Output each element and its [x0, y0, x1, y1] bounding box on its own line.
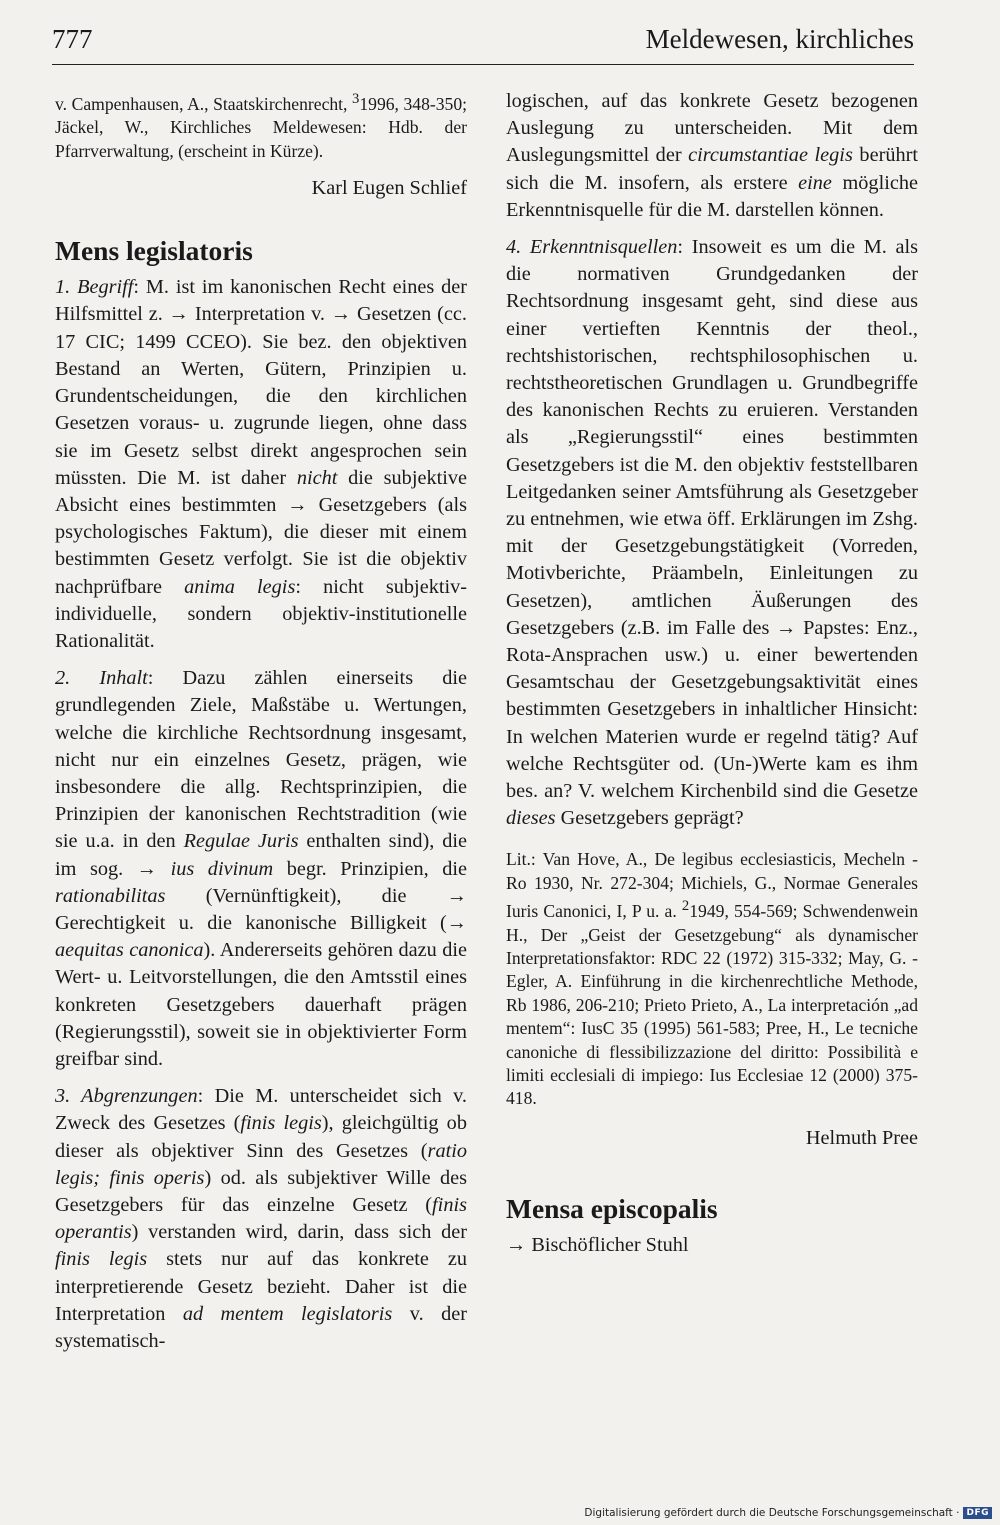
- next-article-crossref[interactable]: → Bischöflicher Stuhl: [506, 1234, 689, 1257]
- article-author: Helmuth Pree: [805, 1126, 918, 1149]
- paragraph-begriff: 1. Begriff: M. ist im kanonischen Recht eines der Hilfsmittel z. → Interpretation v. → Gesetzen (cc. 17 CIC; 1499 CCEO). Sie bez. den objektiven Bestand an Werten, Gütern, Prinzipien u. Grundentscheidungen, die den kirchlichen Gesetzen voraus- u. zugrunde liegen, ohne dass sie im Gesetz selbst direkt angesprochen sein müssten. Die M. ist daher nicht die subjektive Absicht eines bestimmten → Gesetzgebers (als psychologisches Faktum), die dieser mit einem bestimmten Gesetz verfolgt. Sie ist die objektiv nachprüfbare anima legis: nicht subjektiv-individuelle, sondern objektiv-institutionelle Rationalität.: [55, 276, 468, 652]
- article-literature: Lit.: Van Hove, A., De legibus ecclesiasticis, Mecheln - Ro 1930, Nr. 272-304; Michiels, G., Normae Generales Iuris Canonici, I, P u. a. $^2$1949, 554-569; Schwendenwein H., Der „Geist der Gesetzgebung“ als dynamischer Interpretationsfaktor: RDC 22 (1972) 315-332; May, G. - Egler, A. Einführung in die kirchenrechtliche Methode, Rb 1986, 206-210; Prieto Prieto, A., La interpretación „ad mentem“: IusC 35 (1995) 561-583; Pree, H., Le tecniche canoniche di flessibilizzazione del diritto: Possibilità e limiti ecclesiali di impiego: Ius Ecclesiae 12 (2000) 375-418.: [506, 849, 918, 1109]
- dfg-logo: DFG: [963, 1507, 992, 1519]
- running-head: Meldewesen, kirchliches: [645, 24, 914, 54]
- paragraph-abgrenzungen-cont: logischen, auf das konkrete Gesetz bezogenen Auslegung zu unterscheiden. Mit dem Auslegungsmittel der circumstantiae legis berührt sich die M. insofern, als erstere eine mögliche Erkenntnisquelle für die M. darstellen können.: [506, 90, 918, 221]
- paragraph-erkenntnisquellen: 4. Erkenntnisquellen: Insoweit es um die M. als die normativen Grundgedanken der Rechtsordnung insgesamt geht, sind diese aus einer vertieften Kenntnis der theol., rechtshistorischen, rechtsphilosophischen u. rechtstheoretischen Grundlagen u. Grundbegriffe des kanonischen Rechts zu eruieren. Verstanden als „Regierungsstil“ eines bestimmten Gesetzgebers ist die M. den objektiv feststellbaren Leitgedanken seiner Amtsführung als Gesetzgeber zu entnehmen, wie etwa öff. Erklärungen im Zshg. mit der Gesetzgebungstätigkeit (Vorreden, Motivberichte, Präambeln, Einleitungen zu Gesetzen), amtlichen Äußerungen des Gesetzgebers (z.B. im Falle des → Papstes: Enz., Rota-Ansprachen usw.) u. einer bewertenden Gesamtschau der Gesetzgebungsaktivität eines bestimmten Gesetzgebers in inhaltlicher Hinsicht: In welchen Materien wurde er regelnd tätig? Auf welche Rechtsgüter od. (Un-)Werte kam es ihm bes. an? V. welchem Kirchenbild sind die Gesetze dieses Gesetzgebers geprägt?: [506, 236, 918, 830]
- article-title: Mens legislatoris: [55, 235, 253, 267]
- digitization-footer: [584, 1507, 992, 1519]
- page-number: 777: [52, 24, 93, 54]
- prev-literature: v. Campenhausen, A., Staatskirchenrecht, $^3$1996, 348-350; Jäckel, W., Kirchliches Meldewesen: Hdb. der Pfarrverwaltung, (erscheint in Kürze).: [55, 91, 468, 161]
- header-rule: [52, 64, 914, 65]
- paragraph-inhalt: 2. Inhalt: Dazu zählen einerseits die grundlegenden Ziele, Maßstäbe u. Wertungen, welche die kirchliche Rechtsordnung insgesamt, nicht nur ein einzelnes Gesetz, prägen, wie insbesondere die allg. Rechtsprinzipien, die Prinzipien der kanonischen Rechtstradition (wie sie u.a. in den Regulae Juris enthalten sind), die im sog. → ius divinum begr. Prinzipien, die rationabilitas (Vernünftigkeit), die → Gerechtigkeit u. die kanonische Billigkeit (→ aequitas canonica). Andererseits gehören dazu die Wert- u. Leitvorstellungen, die den Amtsstil eines konkreten Gesetzgebers dauerhaft prägen (Regierungsstil), soweit sie in objektivierter Form greifbar sind.: [55, 667, 468, 1070]
- prev-author: Karl Eugen Schlief: [311, 177, 467, 200]
- paragraph-abgrenzungen: 3. Abgrenzungen: Die M. unterscheidet sich v. Zweck des Gesetzes (finis legis), gleichgültig ob dieser als objektiver Sinn des Gesetzes (ratio legis; finis operis) od. als subjektiver Wille des Gesetzgebers für das einzelne Gesetz (finis operantis) verstanden wird, darin, dass sich der finis legis stets nur auf das konkrete zu interpretierende Gesetz bezieht. Daher ist die Interpretation ad mentem legislatoris v. der systematisch-: [55, 1085, 467, 1352]
- next-article-title: Mensa episcopalis: [506, 1193, 718, 1225]
- footer-text: Digitalisierung gefördert durch die Deutsche Forschungsgemeinschaft ·: [584, 1507, 960, 1519]
- right-column: [506, 88, 918, 1259]
- left-column: [55, 88, 467, 1365]
